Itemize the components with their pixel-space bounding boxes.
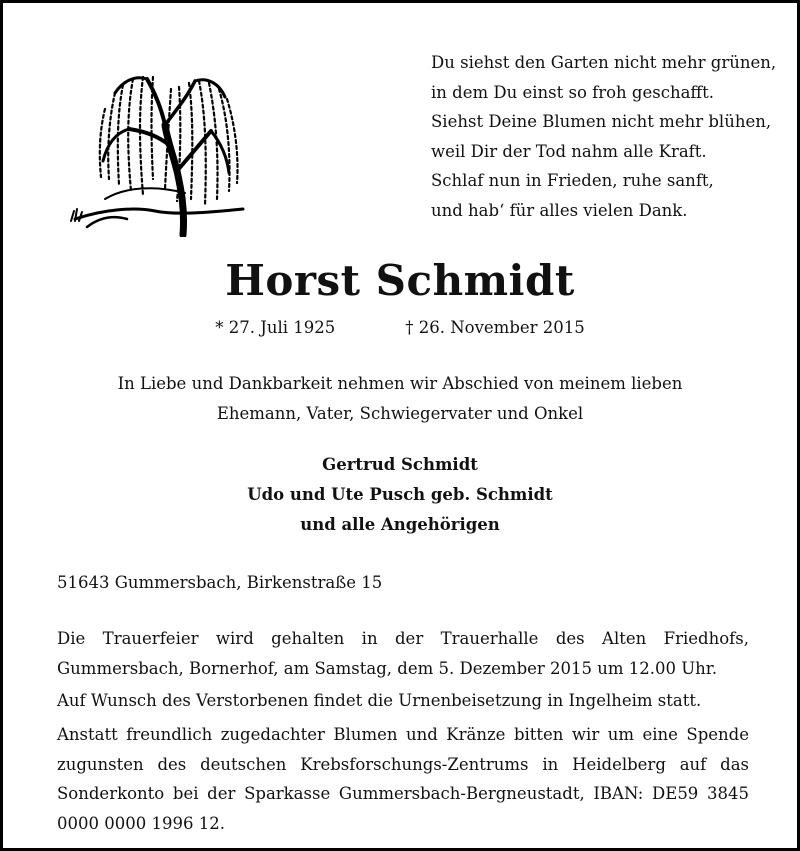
poem-line: Du siehst den Garten nicht mehr grünen, <box>431 53 777 72</box>
farewell-intro <box>3 369 797 429</box>
intro-line: In Liebe und Dankbarkeit nehmen wir Abschied von meinem lieben <box>117 374 683 393</box>
weeping-willow-icon <box>65 59 249 237</box>
poem-line: Schlaf nun in Frieden, ruhe sanft, <box>431 171 714 190</box>
mourner-name: Gertrud Schmidt <box>322 455 478 474</box>
deceased-name: Horst Schmidt <box>225 256 575 305</box>
memorial-poem <box>431 48 776 225</box>
life-dates <box>3 316 797 340</box>
mourners-list <box>3 450 797 540</box>
mourner-name: und alle Angehörigen <box>300 515 500 534</box>
family-address: 51643 Gummersbach, Birkenstraße 15 <box>57 573 383 592</box>
death-date: † 26. November 2015 <box>405 318 585 337</box>
mourner-name: Udo und Ute Pusch geb. Schmidt <box>247 485 553 504</box>
funeral-info-paragraph: Die Trauerfeier wird gehalten in der Trauerhalle des Alten Friedhofs, Gummersbach, Bornerhof, am Samstag, dem 5. Dezember 2015 um 12.00 Uhr. <box>57 629 749 678</box>
burial-info-paragraph: Auf Wunsch des Verstorbenen findet die Urnenbeisetzung in Ingelheim statt. <box>57 691 702 710</box>
intro-line: Ehemann, Vater, Schwiegervater und Onkel <box>216 404 584 423</box>
poem-line: und hab‘ für alles vielen Dank. <box>431 200 688 220</box>
donation-info-paragraph: Anstatt freundlich zugedachter Blumen und Kränze bitten wir um eine Spende zugunsten des deutschen Krebsforschungs-Zentrums in Heidelberg auf das Sonderkonto bei der Sparkasse Gummersbach-Bergneustadt, IBAN: DE59 3845 0000 0000 1996 12. <box>57 725 749 833</box>
birth-date: * 27. Juli 1925 <box>215 318 336 337</box>
poem-line: Siehst Deine Blumen nicht mehr blühen, <box>431 112 772 131</box>
poem-line: in dem Du einst so froh geschafft. <box>431 82 715 102</box>
poem-line: weil Dir der Tod nahm alle Kraft. <box>431 141 707 161</box>
